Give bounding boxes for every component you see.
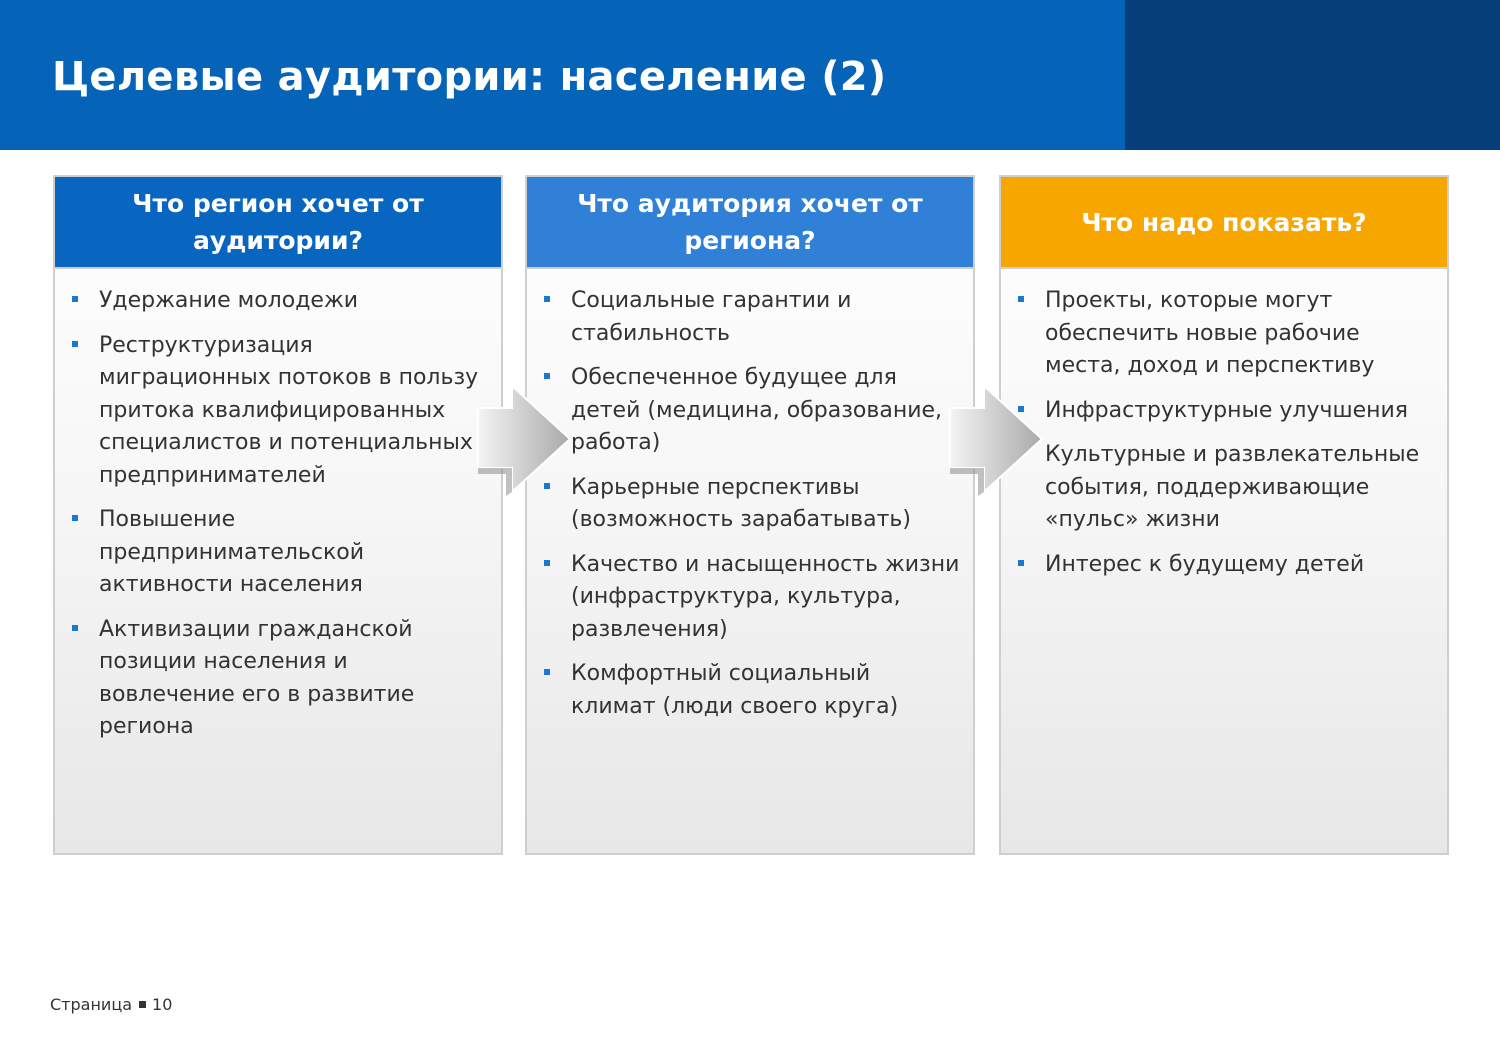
list-item [1045,285,1435,383]
list-item [99,330,489,493]
square-bullet-icon [72,515,78,521]
square-bullet-icon [72,341,78,347]
square-bullet-icon [544,560,550,566]
list-item [99,614,489,744]
list-item-text: Повышение предпринимательской активности населения [99,507,365,597]
square-bullet-icon [544,669,550,675]
list-item-text: Карьерные перспективы (возможность зарабатывать) [571,474,911,532]
list-item-text: Обеспеченное будущее для детей (медицина, образование, работа) [571,365,943,455]
list-item-text: Активизации гражданской позиции населения и вовлечение его в развитие региона [99,616,415,739]
square-bullet-icon [72,296,78,302]
column-audience-wants [525,175,975,855]
list-item [571,549,961,647]
list-item [571,658,961,723]
list-item [99,285,489,318]
square-bullet-icon [72,625,78,631]
slide-header [0,0,1500,150]
list-item-text: Культурные и развлекательные события, поддерживающие «пульс» жизни [1045,442,1420,532]
column-heading: Что аудитория хочет от региона? [527,177,973,269]
list-item-text: Интерес к будущему детей [1045,551,1365,577]
column-region-wants [53,175,503,855]
square-separator-icon [139,1001,146,1008]
list-item [1045,549,1435,582]
column-what-to-show [999,175,1449,855]
bullet-list [527,269,973,723]
list-item-text: Реструктуризация миграционных потоков в пользу притока квалифицированных специалистов и потенциальных предпринимателей [99,332,479,488]
square-bullet-icon [1018,560,1024,566]
list-item-text: Качество и насыщенность жизни (инфраструктура, культура, развлечения) [571,551,960,642]
square-bullet-icon [544,296,550,302]
column-heading: Что надо показать? [1001,177,1447,269]
column-heading: Что регион хочет от аудитории? [55,177,501,269]
page-number: 10 [152,995,173,1014]
bullet-list [55,269,501,744]
list-item [571,472,961,537]
footer-label: Страница [50,995,133,1014]
list-item-text: Инфраструктурные улучшения [1045,397,1409,423]
list-item [99,504,489,602]
list-item-text: Проекты, которые могут обеспечить новые рабочие места, доход и перспективу [1045,288,1375,378]
square-bullet-icon [1018,296,1024,302]
slide-title: Целевые аудитории: население (2) [52,54,887,100]
list-item [571,285,961,350]
list-item [1045,439,1435,537]
square-bullet-icon [544,373,550,379]
list-item-text: Комфортный социальный климат (люди своего круга) [571,661,899,719]
page-footer [50,995,172,1014]
right-arrow-icon [948,382,1048,502]
header-accent-block [1125,0,1500,150]
list-item [1045,395,1435,428]
list-item [571,362,961,460]
bullet-list [1001,269,1447,581]
right-arrow-icon [476,382,576,502]
list-item-text: Удержание молодежи [99,288,359,313]
list-item-text: Социальные гарантии и стабильность [571,288,852,346]
